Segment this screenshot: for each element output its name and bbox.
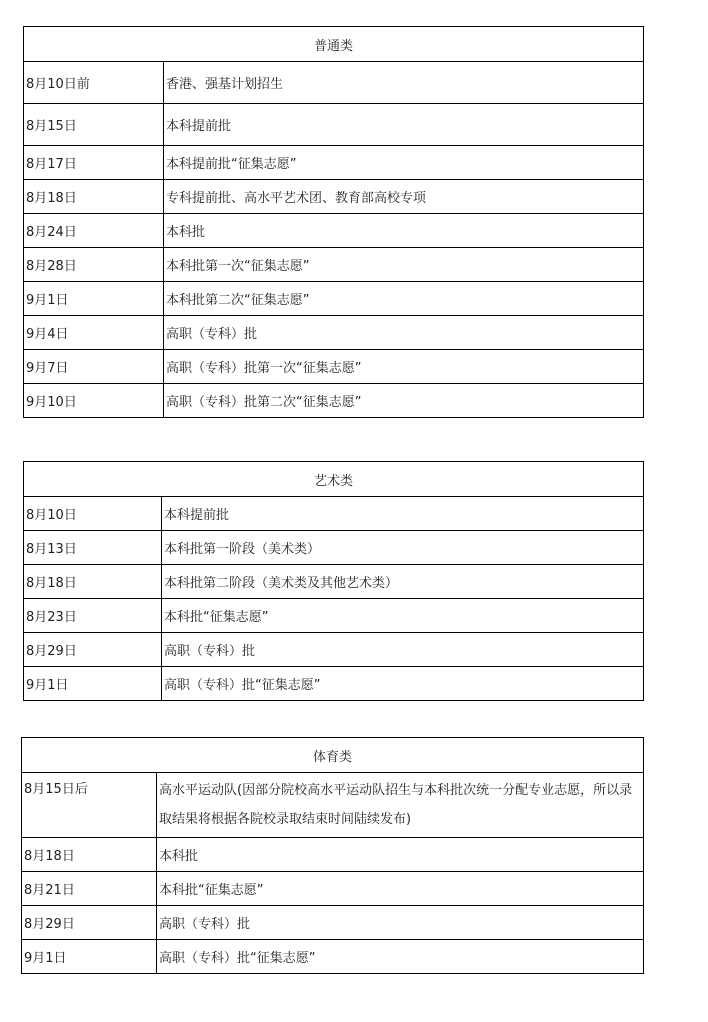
event-cell: 本科批第二次“征集志愿” [164, 282, 644, 316]
date-cell: 9月1日 [24, 282, 164, 316]
event-cell: 高职（专科）批“征集志愿” [162, 667, 644, 701]
date-cell: 8月23日 [24, 599, 162, 633]
event-cell: 本科批“征集志愿” [157, 872, 644, 906]
date-cell: 8月18日 [22, 838, 157, 872]
sports-admission-table [21, 737, 644, 974]
table-row [24, 146, 644, 180]
date-cell: 8月18日 [24, 180, 164, 214]
date-cell: 8月17日 [24, 146, 164, 180]
table-row [24, 180, 644, 214]
table-row [24, 214, 644, 248]
event-cell: 高职（专科）批 [157, 906, 644, 940]
event-cell: 本科提前批“征集志愿” [164, 146, 644, 180]
table-row [24, 667, 644, 701]
date-cell: 8月29日 [24, 633, 162, 667]
event-cell: 本科批第一阶段（美术类） [162, 531, 644, 565]
date-cell: 8月24日 [24, 214, 164, 248]
event-cell: 专科提前批、高水平艺术团、教育部高校专项 [164, 180, 644, 214]
general-admission-table [23, 26, 644, 418]
table-row [24, 599, 644, 633]
event-cell: 高职（专科）批第二次“征集志愿” [164, 384, 644, 418]
table-row [24, 62, 644, 104]
table-row [24, 531, 644, 565]
table-row [24, 316, 644, 350]
date-cell: 9月1日 [22, 940, 157, 974]
date-cell: 8月10日前 [24, 62, 164, 104]
table-row [24, 350, 644, 384]
table-row [22, 773, 644, 838]
event-cell: 本科批 [157, 838, 644, 872]
event-cell: 本科批第二阶段（美术类及其他艺术类） [162, 565, 644, 599]
date-cell: 8月18日 [24, 565, 162, 599]
date-cell: 8月29日 [22, 906, 157, 940]
event-cell: 高水平运动队(因部分院校高水平运动队招生与本科批次统一分配专业志愿，所以录取结果将根据各院校录取结束时间陆续发布) [157, 773, 644, 838]
date-cell: 9月7日 [24, 350, 164, 384]
date-cell: 9月1日 [24, 667, 162, 701]
date-cell: 8月28日 [24, 248, 164, 282]
table-row [24, 565, 644, 599]
table-row [22, 940, 644, 974]
event-cell: 高职（专科）批 [162, 633, 644, 667]
table-row [22, 838, 644, 872]
table-title-sports: 体育类 [22, 738, 644, 773]
event-cell: 香港、强基计划招生 [164, 62, 644, 104]
event-cell: 本科批“征集志愿” [162, 599, 644, 633]
table-row [22, 906, 644, 940]
date-cell: 8月15日 [24, 104, 164, 146]
date-cell: 8月13日 [24, 531, 162, 565]
table-title-general: 普通类 [24, 27, 644, 62]
date-cell: 8月21日 [22, 872, 157, 906]
table-row [24, 282, 644, 316]
art-admission-table [23, 461, 644, 701]
table-row [24, 248, 644, 282]
table-title-art: 艺术类 [24, 462, 644, 497]
table-row [24, 104, 644, 146]
event-cell: 高职（专科）批第一次“征集志愿” [164, 350, 644, 384]
date-cell: 8月15日后 [22, 773, 157, 838]
date-cell: 9月10日 [24, 384, 164, 418]
event-cell: 本科提前批 [164, 104, 644, 146]
table-row [24, 384, 644, 418]
event-cell: 本科批第一次“征集志愿” [164, 248, 644, 282]
event-cell: 高职（专科）批 [164, 316, 644, 350]
table-row [24, 633, 644, 667]
date-cell: 9月4日 [24, 316, 164, 350]
table-row [22, 872, 644, 906]
table-row [24, 497, 644, 531]
event-cell: 高职（专科）批“征集志愿” [157, 940, 644, 974]
date-cell: 8月10日 [24, 497, 162, 531]
event-cell: 本科提前批 [162, 497, 644, 531]
event-cell: 本科批 [164, 214, 644, 248]
